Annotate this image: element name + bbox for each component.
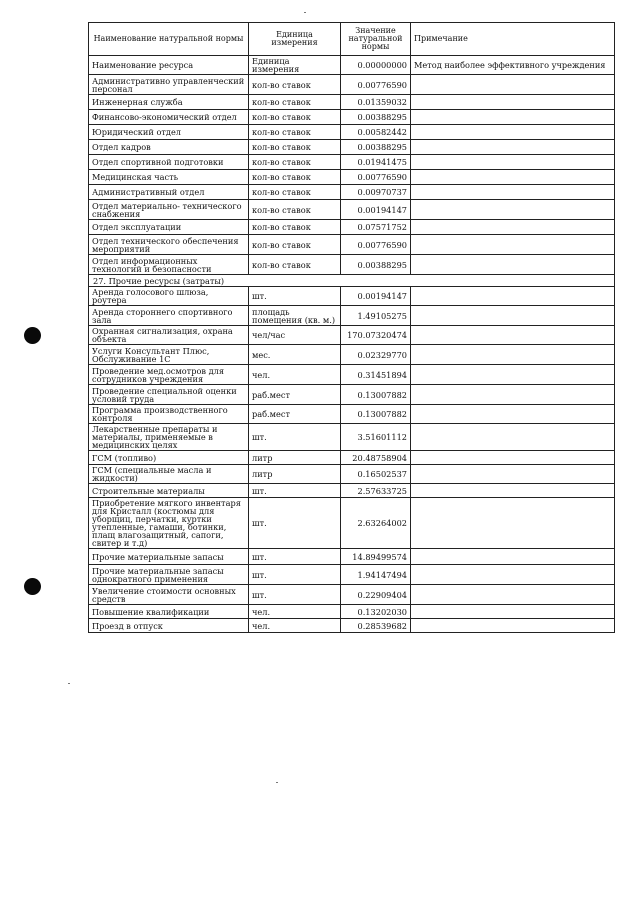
table-cell: литр bbox=[249, 451, 341, 465]
table-cell bbox=[411, 405, 615, 424]
table-cell: кол-во ставок bbox=[249, 235, 341, 255]
table-cell bbox=[411, 235, 615, 255]
table-cell: Административно управленческий персонал bbox=[89, 75, 249, 95]
table-cell: 0.00194147 bbox=[341, 287, 411, 306]
table-row bbox=[89, 385, 615, 405]
table-cell: кол-во ставок bbox=[249, 110, 341, 125]
table-cell bbox=[411, 185, 615, 200]
table-cell: площадь помещения (кв. м.) bbox=[249, 306, 341, 326]
table-cell: Лекарственные препараты и материалы, применяемые в медицинских целях bbox=[89, 424, 249, 451]
table-cell: кол-во ставок bbox=[249, 95, 341, 110]
table-cell: кол-во ставок bbox=[249, 140, 341, 155]
table-cell: шт. bbox=[249, 498, 341, 549]
table-cell: чел. bbox=[249, 605, 341, 619]
table-cell: шт. bbox=[249, 585, 341, 605]
table-cell bbox=[411, 465, 615, 484]
table-cell: 0.00194147 bbox=[341, 200, 411, 220]
table-cell: шт. bbox=[249, 565, 341, 585]
header-cell: Наименование натуральной нормы bbox=[89, 23, 249, 56]
scan-speck bbox=[304, 12, 306, 13]
table-cell bbox=[411, 170, 615, 185]
table-cell: 0.00776590 bbox=[341, 75, 411, 95]
table-row bbox=[89, 326, 615, 345]
table-row bbox=[89, 619, 615, 633]
table-cell: Аренда стороннего спортивного зала bbox=[89, 306, 249, 326]
table-cell: 2.63264002 bbox=[341, 498, 411, 549]
header-cell: Примечание bbox=[411, 23, 615, 56]
table-cell bbox=[411, 605, 615, 619]
table-cell: 3.51601112 bbox=[341, 424, 411, 451]
table-cell bbox=[411, 95, 615, 110]
table-cell: 1.94147494 bbox=[341, 565, 411, 585]
table-cell: 0.07571752 bbox=[341, 220, 411, 235]
header-cell: Значение натуральной нормы bbox=[341, 23, 411, 56]
table-header-row bbox=[89, 23, 615, 56]
table-cell bbox=[411, 498, 615, 549]
table-cell: Отдел эксплуатации bbox=[89, 220, 249, 235]
table-row bbox=[89, 75, 615, 95]
table-cell: Метод наиболее эффективного учреждения bbox=[411, 56, 615, 75]
table-cell: раб.мест bbox=[249, 385, 341, 405]
table-cell bbox=[411, 220, 615, 235]
table-cell: Единица измерения bbox=[249, 56, 341, 75]
table-cell bbox=[411, 345, 615, 365]
table-cell: шт. bbox=[249, 287, 341, 306]
table-cell: Проезд в отпуск bbox=[89, 619, 249, 633]
table-cell: 0.00776590 bbox=[341, 170, 411, 185]
table-cell: 0.13007882 bbox=[341, 385, 411, 405]
section-title: 27. Прочие ресурсы (затраты) bbox=[89, 275, 615, 287]
table-row bbox=[89, 345, 615, 365]
table-row bbox=[89, 56, 615, 75]
table-row bbox=[89, 365, 615, 385]
table-row bbox=[89, 549, 615, 565]
table-cell: Программа производственного контроля bbox=[89, 405, 249, 424]
table-cell: 2.57633725 bbox=[341, 484, 411, 498]
table-cell: 170.07320474 bbox=[341, 326, 411, 345]
table-cell: Юридический отдел bbox=[89, 125, 249, 140]
table-cell: литр bbox=[249, 465, 341, 484]
norms-table-body bbox=[89, 23, 615, 633]
table-row bbox=[89, 465, 615, 484]
scan-speck bbox=[68, 683, 70, 684]
table-cell: ГСМ (специальные масла и жидкости) bbox=[89, 465, 249, 484]
table-cell: кол-во ставок bbox=[249, 185, 341, 200]
punch-hole-bottom bbox=[24, 578, 41, 595]
table-cell: Проведение мед.осмотров для сотрудников учреждения bbox=[89, 365, 249, 385]
table-row bbox=[89, 484, 615, 498]
table-row bbox=[89, 185, 615, 200]
table-cell: Отдел материально- технического снабжения bbox=[89, 200, 249, 220]
table-row bbox=[89, 170, 615, 185]
table-cell bbox=[411, 287, 615, 306]
table-cell: 0.01941475 bbox=[341, 155, 411, 170]
table-cell: Аренда голосового шлюза, роутера bbox=[89, 287, 249, 306]
table-cell: 0.00388295 bbox=[341, 110, 411, 125]
table-row bbox=[89, 200, 615, 220]
table-row bbox=[89, 220, 615, 235]
table-cell: кол-во ставок bbox=[249, 200, 341, 220]
table-cell: Административный отдел bbox=[89, 185, 249, 200]
table-cell: Отдел кадров bbox=[89, 140, 249, 155]
table-cell: 0.00970737 bbox=[341, 185, 411, 200]
table-cell: шт. bbox=[249, 484, 341, 498]
table-row bbox=[89, 95, 615, 110]
table-row bbox=[89, 235, 615, 255]
table-cell: 0.16502537 bbox=[341, 465, 411, 484]
table-cell bbox=[411, 385, 615, 405]
table-row bbox=[89, 405, 615, 424]
table-cell bbox=[411, 326, 615, 345]
table-cell bbox=[411, 424, 615, 451]
table-cell: 0.02329770 bbox=[341, 345, 411, 365]
table-cell: раб.мест bbox=[249, 405, 341, 424]
table-cell: кол-во ставок bbox=[249, 170, 341, 185]
table-cell: 0.31451894 bbox=[341, 365, 411, 385]
table-cell: 1.49105275 bbox=[341, 306, 411, 326]
table-row bbox=[89, 287, 615, 306]
table-cell: 14.89499574 bbox=[341, 549, 411, 565]
table-cell: 0.00582442 bbox=[341, 125, 411, 140]
table-cell: 20.48758904 bbox=[341, 451, 411, 465]
table-cell: Отдел технического обеспечения мероприятий bbox=[89, 235, 249, 255]
table-cell bbox=[411, 365, 615, 385]
table-cell: 0.28539682 bbox=[341, 619, 411, 633]
scan-speck bbox=[276, 782, 278, 783]
table-row bbox=[89, 306, 615, 326]
table-row bbox=[89, 140, 615, 155]
table-cell: кол-во ставок bbox=[249, 125, 341, 140]
header-cell: Единица измерения bbox=[249, 23, 341, 56]
table-cell: Проведение специальной оценки условий труда bbox=[89, 385, 249, 405]
table-cell: Финансово-экономический отдел bbox=[89, 110, 249, 125]
table-cell: чел/час bbox=[249, 326, 341, 345]
table-cell: кол-во ставок bbox=[249, 220, 341, 235]
table-cell: Строительные материалы bbox=[89, 484, 249, 498]
table-cell: Прочие материальные запасы bbox=[89, 549, 249, 565]
table-row bbox=[89, 424, 615, 451]
table-cell bbox=[411, 565, 615, 585]
punch-hole-top bbox=[24, 327, 41, 344]
table-cell: 0.13202030 bbox=[341, 605, 411, 619]
table-row bbox=[89, 498, 615, 549]
table-cell bbox=[411, 484, 615, 498]
table-cell: Увеличение стоимости основных средств bbox=[89, 585, 249, 605]
table-row bbox=[89, 451, 615, 465]
table-cell bbox=[411, 125, 615, 140]
table-cell: кол-во ставок bbox=[249, 255, 341, 275]
table-row bbox=[89, 155, 615, 170]
table-cell: чел. bbox=[249, 365, 341, 385]
table-cell: шт. bbox=[249, 424, 341, 451]
table-cell bbox=[411, 451, 615, 465]
table-cell bbox=[411, 155, 615, 170]
table-cell: 0.00000000 bbox=[341, 56, 411, 75]
table-row bbox=[89, 565, 615, 585]
table-cell: чел. bbox=[249, 619, 341, 633]
table-cell: Медицинская часть bbox=[89, 170, 249, 185]
table-cell: Инженерная служба bbox=[89, 95, 249, 110]
table-cell: Отдел спортивной подготовки bbox=[89, 155, 249, 170]
table-cell bbox=[411, 255, 615, 275]
table-cell: 0.01359032 bbox=[341, 95, 411, 110]
table-row bbox=[89, 110, 615, 125]
table-cell bbox=[411, 585, 615, 605]
table-cell: ГСМ (топливо) bbox=[89, 451, 249, 465]
table-row bbox=[89, 585, 615, 605]
table-cell: мес. bbox=[249, 345, 341, 365]
table-cell: Наименование ресурса bbox=[89, 56, 249, 75]
table-cell: Отдел информационных технологий и безопасности bbox=[89, 255, 249, 275]
table-cell bbox=[411, 306, 615, 326]
table-cell: Прочие материальные запасы однократного применения bbox=[89, 565, 249, 585]
table-cell: 0.00776590 bbox=[341, 235, 411, 255]
table-cell: кол-во ставок bbox=[249, 155, 341, 170]
table-cell: Приобретение мягкого инвентаря для Кристалл (костюмы для уборщиц, перчатки, куртки утепленные, гамаши, ботинки, плащ влагозащитный, сапоги, свитер и т.д) bbox=[89, 498, 249, 549]
table-cell: 0.00388295 bbox=[341, 140, 411, 155]
table-cell: Повышение квалификации bbox=[89, 605, 249, 619]
norms-table bbox=[88, 22, 615, 633]
table-cell: кол-во ставок bbox=[249, 75, 341, 95]
table-cell: 0.13007882 bbox=[341, 405, 411, 424]
table-row bbox=[89, 255, 615, 275]
table-cell: 0.00388295 bbox=[341, 255, 411, 275]
table-cell bbox=[411, 75, 615, 95]
table-cell: Охранная сигнализация, охрана объекта bbox=[89, 326, 249, 345]
section-row bbox=[89, 275, 615, 287]
table-cell bbox=[411, 140, 615, 155]
table-row bbox=[89, 605, 615, 619]
table-cell bbox=[411, 549, 615, 565]
table-cell: шт. bbox=[249, 549, 341, 565]
table-cell: Услуги Консультант Плюс, Обслуживание 1С bbox=[89, 345, 249, 365]
table-cell bbox=[411, 200, 615, 220]
table-cell: 0.22909404 bbox=[341, 585, 411, 605]
table-cell bbox=[411, 619, 615, 633]
table-cell bbox=[411, 110, 615, 125]
table-row bbox=[89, 125, 615, 140]
